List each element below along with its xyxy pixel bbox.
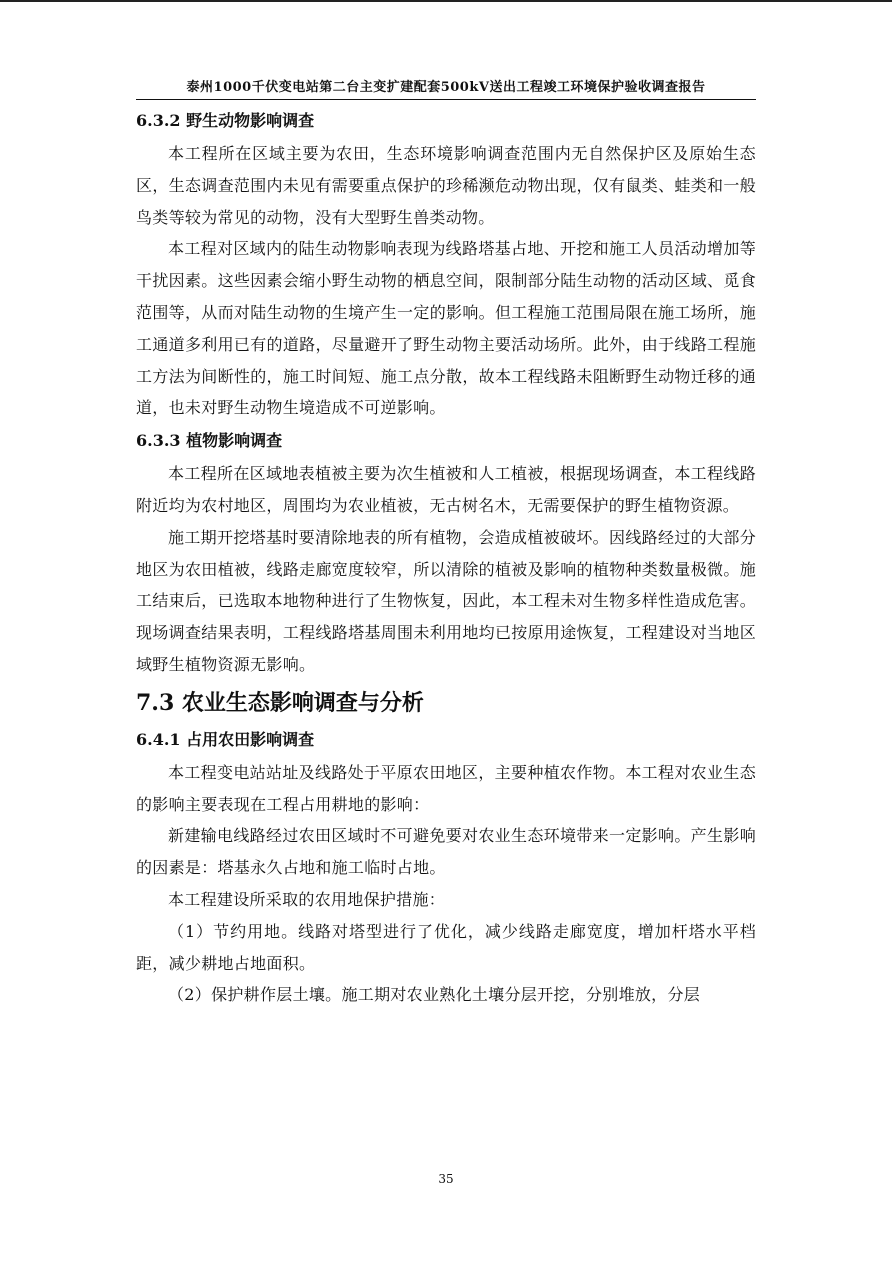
list-item: （2）保护耕作层土壤。施工期对农业熟化土壤分层开挖，分别堆放，分层: [168, 985, 701, 1005]
paragraph: 本工程所在区域主要为农田，生态环境影响调查范围内无自然保护区及原始生态区，生态调查范围内未见有需要重点保护的珍稀濒危动物出现，仅有鼠类、蛙类和一般鸟类等较为常见的动物，没有大型野生兽类动物。: [136, 144, 756, 227]
section-heading-6-3-2: 6.3.2 野生动物影响调查: [136, 111, 315, 130]
running-header: 泰州1000千伏变电站第二台主变扩建配套500kV送出工程竣工环境保护验收调查报告: [186, 80, 706, 95]
paragraph: 本工程变电站站址及线路处于平原农田地区，主要种植农作物。本工程对农业生态的影响主要表现在工程占用耕地的影响：: [136, 762, 756, 814]
list-item: （1）节约用地。线路对塔型进行了优化，减少线路走廊宽度，增加杆塔水平档距，减少耕地占地面积。: [136, 921, 756, 973]
paragraph: 施工期开挖塔基时要清除地表的所有植物，会造成植被破坏。因线路经过的大部分地区为农田植被，线路走廊宽度较窄，所以清除的植被及影响的植物种类数量极微。施工结束后，已选取本地物种进行了生物恢复，因此，本工程未对生物多样性造成危害。现场调查结果表明，工程线路塔基周围未利用地均已按原用途恢复，工程建设对当地区域野生植物资源无影响。: [136, 527, 756, 674]
header-rule: [136, 99, 756, 100]
paragraph: 本工程建设所采取的农用地保护措施：: [168, 889, 446, 909]
page-number: 35: [438, 1172, 454, 1186]
section-heading-6-3-3: 6.3.3 植物影响调查: [136, 431, 283, 451]
paragraph: 本工程所在区域地表植被主要为次生植被和人工植被，根据现场调查，本工程线路附近均为农村地区，周围均为农业植被，无古树名木，无需要保护的野生植物资源。: [136, 464, 756, 515]
chapter-heading-7-3: 7.3 农业生态影响调查与分析: [136, 689, 424, 716]
page-body: [136, 104, 756, 1011]
paragraph: 新建输电线路经过农田区域时不可避免要对农业生态环境带来一定影响。产生影响的因素是：塔基永久占地和施工临时占地。: [136, 826, 756, 878]
section-heading-6-4-1: 6.4.1 占用农田影响调查: [136, 729, 315, 749]
top-border-line: [0, 0, 892, 2]
paragraph: 本工程对区域内的陆生动物影响表现为线路塔基占地、开挖和施工人员活动增加等干扰因素。这些因素会缩小野生动物的栖息空间，限制部分陆生动物的活动区域、觅食范围等，从而对陆生动物的生境产生一定的影响。但工程施工范围局限在施工场所，施工通道多利用已有的道路，尽量避开了野生动物主要活动场所。此外，由于线路工程施工方法为间断性的，施工时间短、施工点分散，故本工程线路未阻断野生动物迁移的通道，也未对野生动物生境造成不可逆影响。: [136, 239, 756, 418]
